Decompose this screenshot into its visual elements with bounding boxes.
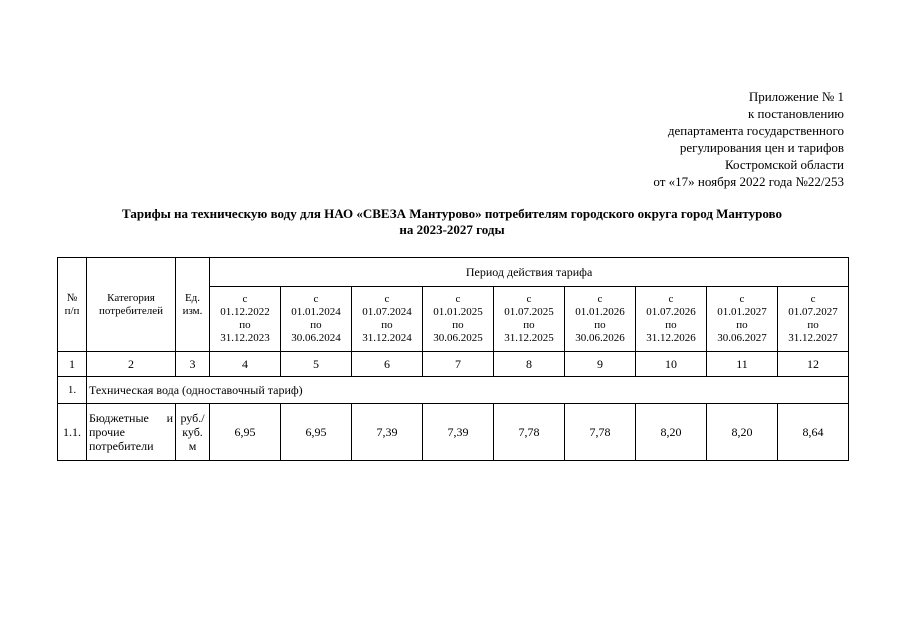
section-number: 1. — [58, 377, 87, 404]
period-po: по — [523, 319, 535, 331]
tariff-value: 6,95 — [281, 404, 352, 461]
row-category — [87, 404, 176, 461]
period-c: с — [739, 293, 745, 305]
period-cell — [494, 287, 565, 352]
period-from: 01.01.2025 — [433, 306, 483, 318]
column-number: 3 — [176, 352, 210, 377]
tariff-value: 7,78 — [565, 404, 636, 461]
appendix-line: департамента государственного — [667, 123, 844, 138]
period-po: по — [665, 319, 677, 331]
appendix-line: от «17» ноября 2022 года №22/253 — [653, 174, 844, 189]
period-c: с — [455, 293, 461, 305]
period-c: с — [668, 293, 674, 305]
period-c: с — [597, 293, 603, 305]
period-cell — [281, 287, 352, 352]
column-number: 7 — [423, 352, 494, 377]
header-category-l1: Категория — [107, 291, 155, 304]
header-num-l1: № — [66, 291, 78, 304]
column-number: 5 — [281, 352, 352, 377]
section-label: Техническая вода (одноставочный тариф) — [87, 377, 849, 404]
period-from: 01.01.2027 — [717, 306, 767, 318]
period-cell — [352, 287, 423, 352]
period-to: 30.06.2025 — [433, 332, 483, 344]
row-category-l1b: и — [166, 411, 173, 425]
table-row — [58, 404, 849, 461]
column-number: 10 — [636, 352, 707, 377]
period-to: 31.12.2023 — [220, 332, 270, 344]
period-c: с — [526, 293, 532, 305]
period-c: с — [313, 293, 319, 305]
header-period: Период действия тарифа — [210, 258, 849, 287]
period-to: 31.12.2024 — [362, 332, 412, 344]
appendix-block — [653, 88, 844, 190]
period-to: 30.06.2027 — [717, 332, 767, 344]
period-cell — [565, 287, 636, 352]
column-number: 4 — [210, 352, 281, 377]
document-title — [56, 206, 848, 238]
row-unit-l1: руб./ — [180, 411, 205, 425]
row-number: 1.1. — [58, 404, 87, 461]
header-unit-l2: изм. — [182, 304, 203, 317]
period-c: с — [384, 293, 390, 305]
tariff-value: 8,20 — [707, 404, 778, 461]
tariff-value: 7,39 — [423, 404, 494, 461]
tariff-value: 7,78 — [494, 404, 565, 461]
appendix-line: Костромской области — [724, 157, 844, 172]
title-line-1: Тарифы на техническую воду для НАО «СВЕЗА Мантурово» потребителям городского округа город Мантурово — [122, 206, 782, 221]
period-to: 30.06.2024 — [291, 332, 341, 344]
period-cell — [210, 287, 281, 352]
period-c: с — [810, 293, 816, 305]
column-number: 12 — [778, 352, 849, 377]
period-cell — [778, 287, 849, 352]
period-from: 01.01.2026 — [575, 306, 625, 318]
period-to: 30.06.2026 — [575, 332, 625, 344]
header-num-l2: п/п — [64, 304, 80, 317]
period-po: по — [239, 319, 251, 331]
period-po: по — [381, 319, 393, 331]
period-from: 01.07.2025 — [504, 306, 554, 318]
period-from: 01.12.2022 — [220, 306, 270, 318]
column-number: 1 — [58, 352, 87, 377]
period-po: по — [807, 319, 819, 331]
period-to: 31.12.2027 — [788, 332, 838, 344]
row-category-l1a: Бюджетные — [89, 411, 149, 425]
period-to: 31.12.2025 — [504, 332, 554, 344]
header-num — [58, 258, 87, 352]
column-number: 9 — [565, 352, 636, 377]
period-cell — [707, 287, 778, 352]
header-category-l2: потребителей — [99, 304, 163, 317]
row-unit-l2: куб. — [182, 425, 203, 439]
tariff-table — [57, 257, 849, 461]
period-po: по — [310, 319, 322, 331]
column-number-row — [58, 352, 849, 377]
period-po: по — [594, 319, 606, 331]
period-po: по — [736, 319, 748, 331]
period-from: 01.07.2024 — [362, 306, 412, 318]
row-unit — [176, 404, 210, 461]
row-category-l2: прочие — [89, 425, 125, 439]
period-po: по — [452, 319, 464, 331]
tariff-value: 6,95 — [210, 404, 281, 461]
title-line-2: на 2023-2027 годы — [399, 222, 505, 237]
tariff-value: 8,20 — [636, 404, 707, 461]
header-row — [58, 258, 849, 287]
period-from: 01.07.2026 — [646, 306, 696, 318]
period-cell — [423, 287, 494, 352]
tariff-value: 7,39 — [352, 404, 423, 461]
column-number: 6 — [352, 352, 423, 377]
section-row — [58, 377, 849, 404]
column-number: 11 — [707, 352, 778, 377]
header-unit-l1: Ед. — [184, 291, 201, 304]
period-from: 01.01.2024 — [291, 306, 341, 318]
appendix-line: регулирования цен и тарифов — [679, 140, 844, 155]
appendix-line: Приложение № 1 — [748, 89, 844, 104]
appendix-line: к постановлению — [747, 106, 844, 121]
period-from: 01.07.2027 — [788, 306, 838, 318]
row-unit-l3: м — [188, 439, 197, 453]
period-to: 31.12.2026 — [646, 332, 696, 344]
column-number: 2 — [87, 352, 176, 377]
header-category — [87, 258, 176, 352]
column-number: 8 — [494, 352, 565, 377]
period-c: с — [242, 293, 248, 305]
header-unit — [176, 258, 210, 352]
tariff-value: 8,64 — [778, 404, 849, 461]
row-category-l3: потребители — [89, 439, 154, 453]
period-cell — [636, 287, 707, 352]
